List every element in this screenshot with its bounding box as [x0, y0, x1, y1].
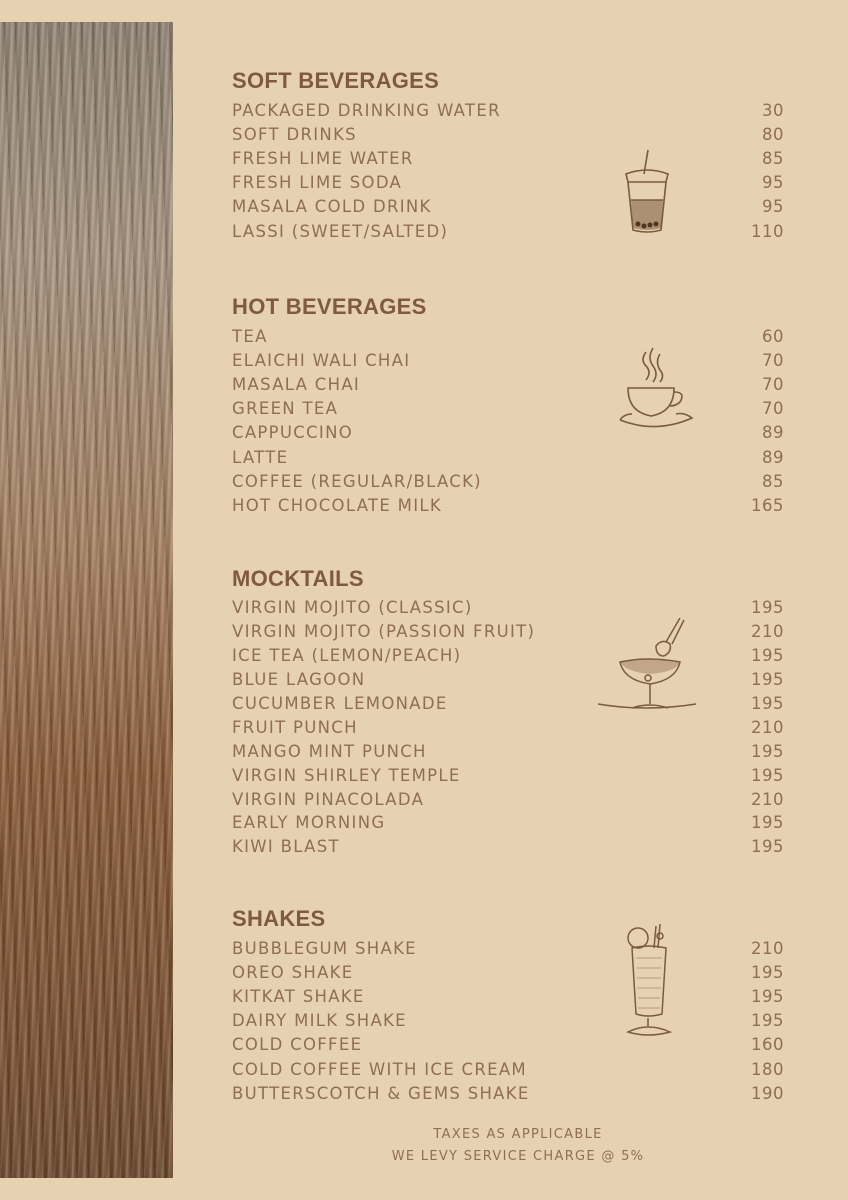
item-price: 80 [762, 124, 784, 144]
menu-item [232, 219, 784, 243]
item-name: GREEN TEA [232, 399, 339, 419]
item-name: SOFT DRINKS [232, 124, 357, 144]
item-price: 195 [751, 598, 784, 618]
menu-item [232, 195, 784, 219]
item-name: LATTE [232, 447, 289, 467]
item-price: 195 [751, 962, 784, 982]
menu-item [232, 644, 784, 668]
item-name: KIWI BLAST [232, 837, 340, 857]
item-name: COFFEE (REGULAR/BLACK) [232, 471, 482, 491]
item-price: 195 [751, 1011, 784, 1031]
menu-item [232, 739, 784, 763]
item-name: FRUIT PUNCH [232, 717, 358, 737]
menu-item [232, 1057, 784, 1081]
item-name: MASALA CHAI [232, 374, 361, 394]
item-price: 85 [762, 148, 784, 168]
item-price: 195 [751, 670, 784, 690]
menu-item [232, 1081, 784, 1105]
menu-item [232, 1009, 784, 1033]
footer-notes [232, 1124, 804, 1168]
menu-item [232, 668, 784, 692]
menu-item [232, 835, 784, 859]
menu-item [232, 324, 784, 348]
item-name: FRESH LIME SODA [232, 173, 403, 193]
menu-item [232, 787, 784, 811]
item-price: 160 [751, 1035, 784, 1055]
wood-texture-panel [0, 22, 173, 1178]
item-name: COLD COFFEE [232, 1035, 363, 1055]
menu-item [232, 960, 784, 984]
menu-item [232, 469, 784, 493]
menu-item [232, 445, 784, 469]
milkshake-glass-icon [620, 922, 676, 1040]
menu-item [232, 1033, 784, 1057]
item-name: TEA [232, 326, 268, 346]
item-name: VIRGIN PINACOLADA [232, 789, 425, 809]
menu-item [232, 98, 784, 122]
section-hot-beverages [232, 292, 784, 518]
menu-item [232, 811, 784, 835]
item-name: LASSI (SWEET/SALTED) [232, 221, 449, 241]
item-price: 195 [751, 986, 784, 1006]
item-price: 210 [751, 622, 784, 642]
item-name: ELAICHI WALI CHAI [232, 350, 411, 370]
section-soft-beverages [232, 66, 784, 243]
item-name: VIRGIN SHIRLEY TEMPLE [232, 765, 461, 785]
item-price: 190 [751, 1083, 784, 1103]
section-shakes [232, 904, 784, 1105]
taxes-note: TAXES AS APPLICABLE [433, 1127, 603, 1142]
menu-item [232, 692, 784, 716]
section-title: SOFT BEVERAGES [232, 68, 440, 93]
item-name: PACKAGED DRINKING WATER [232, 100, 501, 120]
menu-item [232, 146, 784, 170]
item-name: MANGO MINT PUNCH [232, 741, 427, 761]
item-name: KITKAT SHAKE [232, 986, 365, 1006]
item-name: EARLY MORNING [232, 813, 386, 833]
item-price: 195 [751, 741, 784, 761]
item-price: 110 [751, 221, 784, 241]
item-name: DAIRY MILK SHAKE [232, 1011, 407, 1031]
item-price: 70 [762, 399, 784, 419]
item-name: BUBBLEGUM SHAKE [232, 938, 417, 958]
item-price: 70 [762, 374, 784, 394]
item-price: 60 [762, 326, 784, 346]
item-price: 195 [751, 813, 784, 833]
menu-item [232, 397, 784, 421]
section-mocktails [232, 564, 784, 859]
item-price: 210 [751, 717, 784, 737]
section-title: MOCKTAILS [232, 566, 364, 591]
cocktail-glass-icon [596, 616, 698, 714]
item-name: ICE TEA (LEMON/PEACH) [232, 646, 462, 666]
item-name: CUCUMBER LEMONADE [232, 694, 448, 713]
menu-item [232, 596, 784, 620]
item-name: BLUE LAGOON [232, 670, 366, 690]
service-charge-note: WE LEVY SERVICE CHARGE @ 5% [391, 1149, 645, 1164]
menu-item [232, 984, 784, 1008]
iced-drink-icon [620, 148, 674, 236]
menu-item [232, 715, 784, 739]
menu-item [232, 620, 784, 644]
coffee-cup-icon [618, 346, 694, 432]
menu-item [232, 348, 784, 372]
section-title: HOT BEVERAGES [232, 294, 427, 319]
item-price: 95 [762, 197, 784, 217]
menu-item [232, 421, 784, 445]
menu-item [232, 493, 784, 517]
item-price: 89 [762, 423, 784, 443]
item-price: 195 [751, 646, 784, 666]
section-title: SHAKES [232, 906, 326, 931]
item-price: 85 [762, 471, 784, 491]
item-name: VIRGIN MOJITO (CLASSIC) [232, 598, 473, 618]
item-name: OREO SHAKE [232, 962, 354, 982]
menu-item [232, 122, 784, 146]
item-price: 210 [751, 938, 784, 958]
item-price: 30 [762, 100, 784, 120]
item-name: COLD COFFEE WITH ICE CREAM [232, 1059, 527, 1079]
item-price: 195 [751, 765, 784, 785]
item-name: HOT CHOCOLATE MILK [232, 495, 442, 515]
item-price: 165 [751, 495, 784, 515]
menu-item [232, 171, 784, 195]
item-name: MASALA COLD DRINK [232, 197, 432, 217]
menu-item [232, 372, 784, 396]
item-name: CAPPUCCINO [232, 423, 354, 443]
menu-item [232, 763, 784, 787]
item-price: 195 [751, 837, 784, 857]
item-price: 195 [751, 694, 784, 713]
item-price: 180 [751, 1059, 784, 1079]
item-name: VIRGIN MOJITO (PASSION FRUIT) [232, 622, 536, 642]
item-price: 89 [762, 447, 784, 467]
item-name: FRESH LIME WATER [232, 148, 414, 168]
item-price: 210 [751, 789, 784, 809]
item-price: 95 [762, 173, 784, 193]
item-name: BUTTERSCOTCH & GEMS SHAKE [232, 1083, 530, 1103]
menu-item [232, 936, 784, 960]
item-price: 70 [762, 350, 784, 370]
